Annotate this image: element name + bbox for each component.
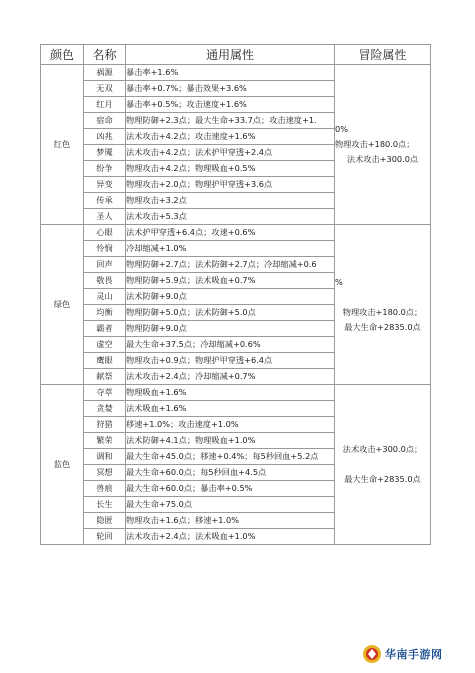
item-common-attr-cell: 暴击率+1.6% [126,65,335,81]
group-color-cell: 绿色 [41,225,84,385]
watermark [362,644,458,664]
item-name-cell: 圣人 [84,209,126,225]
item-common-attr-cell: 法术防御+4.1点；物理吸血+1.0% [126,433,335,449]
item-common-attr-cell: 法术攻击+5.3点 [126,209,335,225]
item-common-attr-cell: 法术护甲穿透+6.4点；攻速+0.6% [126,225,335,241]
item-common-attr-cell: 暴击率+0.7%；暴击效果+3.6% [126,81,335,97]
group-adventure-cell [335,225,431,385]
item-name-cell: 长生 [84,497,126,513]
adventure-line: 最大生命+2835.0点 [344,321,421,332]
adventure-line: 法术攻击+300.0点； [342,444,423,454]
adventure-line: % [335,276,343,287]
item-common-attr-cell: 最大生命+60.0点；每5秒回血+4.5点 [126,465,335,481]
item-common-attr-cell: 法术吸血+1.6% [126,401,335,417]
item-name-cell: 梦魇 [84,145,126,161]
header-name: 名称 [84,45,126,65]
attribute-table [40,44,431,545]
item-common-attr-cell: 移速+1.0%；攻击速度+1.0% [126,417,335,433]
item-name-cell: 宿命 [84,113,126,129]
adventure-line: 最大生命+2835.0点 [344,474,421,484]
watermark-text: 华南手游网 [385,648,443,661]
item-name-cell: 调和 [84,449,126,465]
item-common-attr-cell: 物理攻击+4.2点；物理吸血+0.5% [126,161,335,177]
item-common-attr-cell: 最大生命+60.0点；暴击率+0.5% [126,481,335,497]
item-common-attr-cell: 法术攻击+4.2点；法术护甲穿透+2.4点 [126,145,335,161]
adventure-line: 法术攻击+300.0点 [346,154,419,164]
item-name-cell: 夺萃 [84,385,126,401]
item-common-attr-cell: 法术攻击+2.4点；法术吸血+1.0% [126,529,335,545]
adventure-line [335,457,430,472]
item-name-cell: 纷争 [84,161,126,177]
group-color-cell: 红色 [41,65,84,225]
item-common-attr-cell: 最大生命+37.5点；冷却缩减+0.6% [126,337,335,353]
item-common-attr-cell: 法术防御+9.0点 [126,289,335,305]
item-name-cell: 贪婪 [84,401,126,417]
header-common: 通用属性 [126,45,335,65]
header-row [41,45,431,65]
item-common-attr-cell: 物理防御+2.3点；最大生命+33.7点；攻击速度+1. [126,113,335,129]
item-name-cell: 兽痕 [84,481,126,497]
table-row [41,65,431,81]
adventure-line [335,290,430,305]
item-name-cell: 冥想 [84,465,126,481]
item-common-attr-cell: 物理攻击+3.2点 [126,193,335,209]
item-name-cell: 献祭 [84,369,126,385]
item-name-cell: 灵山 [84,289,126,305]
table-row [41,225,431,241]
group-adventure-cell [335,385,431,545]
group-color-cell: 监色 [41,385,84,545]
item-common-attr-cell: 物理吸血+1.6% [126,385,335,401]
adventure-line: 物理攻击+180.0点； [335,139,415,149]
item-name-cell: 传承 [84,193,126,209]
item-name-cell: 无双 [84,81,126,97]
item-name-cell: 均衡 [84,305,126,321]
item-common-attr-cell: 法术攻击+4.2点；攻击速度+1.6% [126,129,335,145]
item-common-attr-cell: 最大生命+75.0点 [126,497,335,513]
item-name-cell: 狩猎 [84,417,126,433]
group-adventure-cell [335,65,431,225]
item-name-cell: 鹰眼 [84,353,126,369]
item-common-attr-cell: 最大生命+45.0点；移速+0.4%；每5秒回血+5.2点 [126,449,335,465]
item-common-attr-cell: 物理防御+5.0点；法术防御+5.0点 [126,305,335,321]
item-name-cell: 轮回 [84,529,126,545]
item-common-attr-cell: 物理攻击+2.0点；物理护甲穿透+3.6点 [126,177,335,193]
item-name-cell: 霸者 [84,321,126,337]
site-logo-icon [362,644,382,664]
item-common-attr-cell: 物理攻击+1.6点；移速+1.0% [126,513,335,529]
item-name-cell: 祸源 [84,65,126,81]
header-adventure: 冒险属性 [335,45,431,65]
item-name-cell: 心眼 [84,225,126,241]
item-common-attr-cell: 物理防御+2.7点；法术防御+2.7点；冷却缩减+0.6 [126,257,335,273]
item-common-attr-cell: 物理防御+9.0点 [126,321,335,337]
table-row [41,385,431,401]
header-color: 颜色 [41,45,84,65]
item-name-cell: 虚空 [84,337,126,353]
item-common-attr-cell: 物理防御+5.9点；法术吸血+0.7% [126,273,335,289]
item-name-cell: 隐匿 [84,513,126,529]
item-common-attr-cell: 冷却缩减+1.0% [126,241,335,257]
item-name-cell: 凶兆 [84,129,126,145]
adventure-line: 0% [335,124,348,134]
item-name-cell: 怜悯 [84,241,126,257]
item-common-attr-cell: 法术攻击+2.4点；冷却缩减+0.7% [126,369,335,385]
table-body [41,65,431,545]
item-name-cell: 异变 [84,177,126,193]
item-name-cell: 红月 [84,97,126,113]
item-common-attr-cell: 物理攻击+0.9点；物理护甲穿透+6.4点 [126,353,335,369]
item-name-cell: 繁荣 [84,433,126,449]
adventure-line: 物理攻击+180.0点； [342,306,423,317]
item-name-cell: 敬畏 [84,273,126,289]
item-name-cell: 回声 [84,257,126,273]
item-common-attr-cell: 暴击率+0.5%；攻击速度+1.6% [126,97,335,113]
